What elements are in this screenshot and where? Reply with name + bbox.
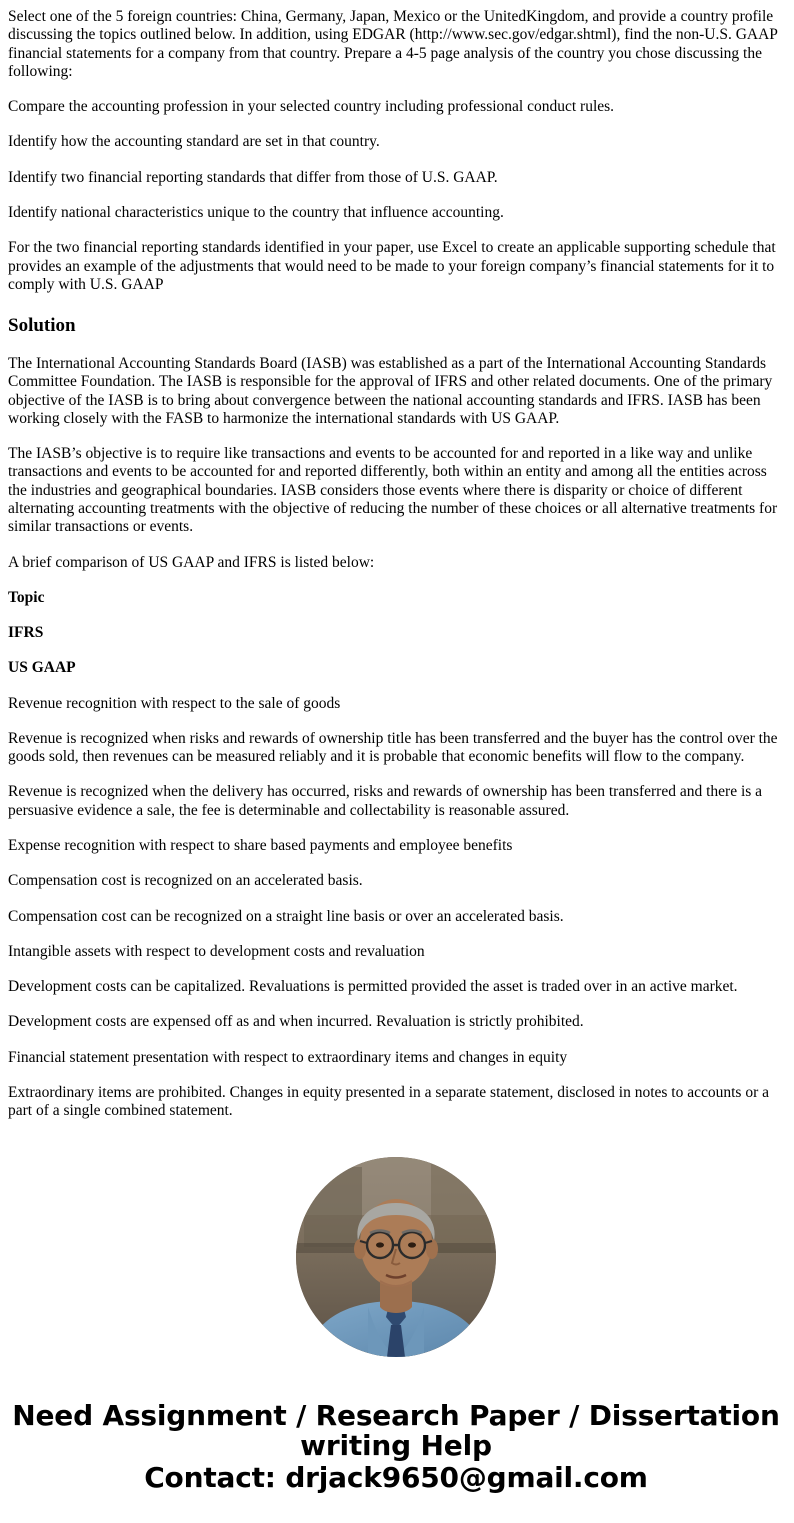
comparison-row: Financial statement presentation with respect to extraordinary items and changes in equity (8, 1048, 568, 1066)
intro-paragraph-3: Identify how the accounting standard are set in that country. (8, 133, 380, 151)
solution-paragraph-3: A brief comparison of US GAAP and IFRS is listed below: (8, 553, 375, 571)
solution-paragraph-2: The IASB’s objective is to require like transactions and events to be accounted for and reported in a like way and unlike transactions and events to be accounted for and reported differently, both within an entity and among all the entities across the industries and geographical boundaries. IASB considers those events where there is disparity or choice of different alternating accounting treatments with the objective of reducing the number of these choices or all alternative treatments for similar transactions or events. (8, 445, 778, 536)
intro-paragraph-2: Compare the accounting profession in your selected country including professional conduct rules. (8, 98, 615, 116)
footer-headline: Need Assignment / Research Paper / Dissertation writing Help (12, 1398, 780, 1462)
comparison-row: Compensation cost can be recognized on a straight line basis or over an accelerated basis. (8, 907, 564, 925)
comparison-header-ifrs: IFRS (8, 624, 44, 642)
comparison-header-topic: Topic (8, 588, 45, 606)
comparison-row: Revenue is recognized when risks and rewards of ownership title has been transferred and the buyer has the control over the goods sold, then revenues can be measured reliably and it is probable that economic benefits will flow to the company. (8, 729, 778, 766)
comparison-header-usgaap: US GAAP (8, 659, 76, 677)
intro-paragraph-1: Select one of the 5 foreign countries: China, Germany, Japan, Mexico or the UnitedKingdom, and provide a country profile discussing the topics outlined below. In addition, using EDGAR (http://www.sec.gov/edgar.shtml), find the non-U.S. GAAP financial statements for a company from that country. Prepare a 4-5 page analysis of the country you chose discussing the following: (8, 8, 778, 80)
comparison-row: Development costs can be capitalized. Revaluations is permitted provided the asset is traded over in an active market. (8, 978, 738, 996)
portrait-photo (296, 1157, 496, 1357)
footer-contact-block (8, 1398, 784, 1495)
solution-heading: Solution (8, 315, 76, 337)
comparison-row: Expense recognition with respect to share based payments and employee benefits (8, 837, 513, 855)
comparison-row: Extraordinary items are prohibited. Changes in equity presented in a separate statement, disclosed in notes to accounts or a part of a single combined statement. (8, 1084, 769, 1120)
comparison-row: Revenue recognition with respect to the sale of goods (8, 694, 341, 712)
avatar (296, 1157, 496, 1357)
footer-contact: Contact: drjack9650@gmail.com (144, 1461, 648, 1495)
solution-paragraph-1: The International Accounting Standards Board (IASB) was established as a part of the International Accounting Standards Committee Foundation. The IASB is responsible for the approval of IFRS and other related documents. One of the primary objective of the IASB is to bring about convergence between the national accounting standards and IFRS. IASB has been working closely with the FASB to harmonize the international standards with US GAAP. (8, 354, 773, 427)
intro-paragraph-6: For the two financial reporting standards identified in your paper, use Excel to create an applicable supporting schedule that provides an example of the adjustments that would need to be made to your foreign company’s financial statements for it to comply with U.S. GAAP (8, 239, 776, 293)
comparison-row: Development costs are expensed off as and when incurred. Revaluation is strictly prohibited. (8, 1013, 584, 1031)
intro-paragraph-4: Identify two financial reporting standards that differ from those of U.S. GAAP. (8, 168, 498, 186)
intro-paragraph-5: Identify national characteristics unique to the country that influence accounting. (8, 203, 504, 221)
portrait-block (8, 1157, 784, 1357)
comparison-row: Compensation cost is recognized on an accelerated basis. (8, 872, 363, 890)
comparison-row: Intangible assets with respect to development costs and revaluation (8, 942, 425, 960)
comparison-row: Revenue is recognized when the delivery has occurred, risks and rewards of ownership has been transferred and there is a persuasive evidence a sale, the fee is determinable and collectability is reasonable assured. (8, 783, 763, 819)
